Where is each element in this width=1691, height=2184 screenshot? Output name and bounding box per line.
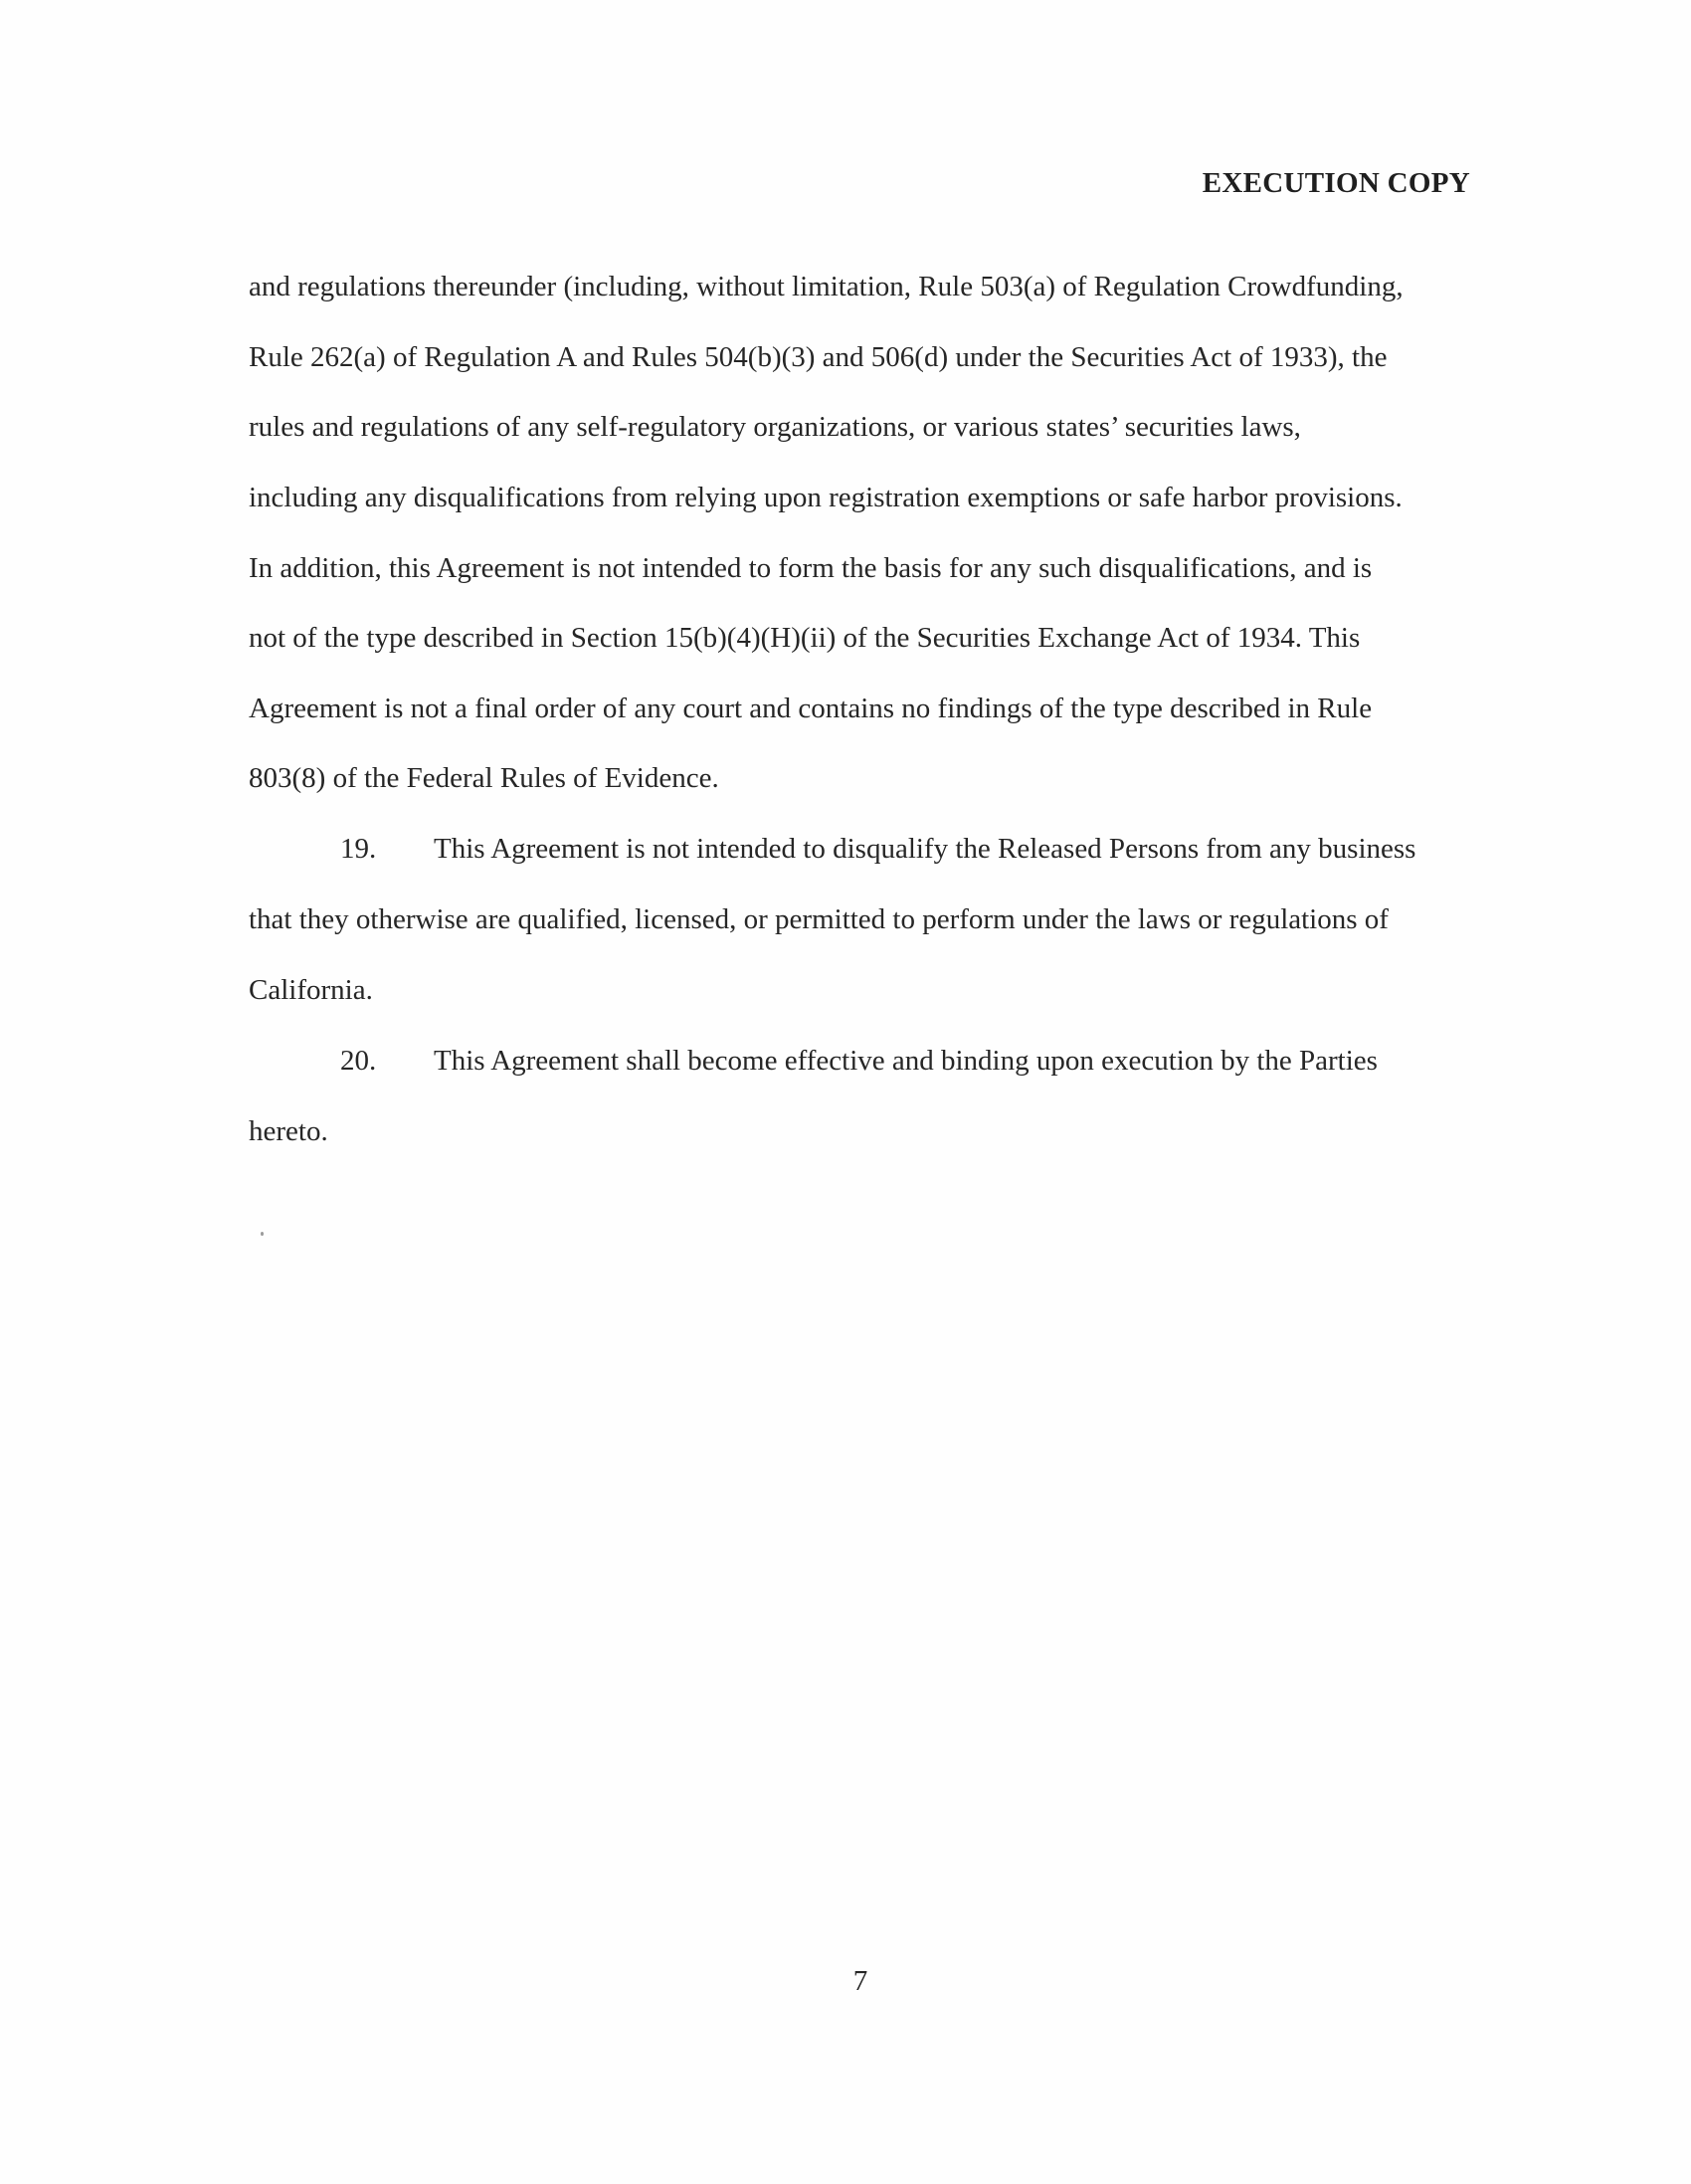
body-line: including any disqualifications from relying upon registration exemptions or safe harbor provisions. — [249, 482, 1403, 513]
body-line: In addition, this Agreement is not intended to form the basis for any such disqualifications, and is — [249, 552, 1373, 584]
paragraph-20-first-line: This Agreement shall become effective and binding upon execution by the Parties — [434, 1045, 1378, 1077]
paragraph-19-first-line: This Agreement is not intended to disqualify the Released Persons from any business — [434, 833, 1416, 865]
body-line: not of the type described in Section 15(b)(4)(H)(ii) of the Securities Exchange Act of 1934. This — [249, 622, 1361, 654]
paragraph-19-number: 19. — [340, 833, 377, 865]
paragraph-19-line: California. — [249, 974, 373, 1006]
body-line: Agreement is not a final order of any court and contains no findings of the type described in Rule — [249, 693, 1373, 724]
body-line: 803(8) of the Federal Rules of Evidence. — [249, 762, 719, 794]
paragraph-20-number: 20. — [340, 1045, 377, 1077]
body-line: and regulations thereunder (including, without limitation, Rule 503(a) of Regulation Crowdfunding, — [249, 271, 1404, 302]
execution-copy-header: EXECUTION COPY — [1202, 167, 1470, 199]
body-line: rules and regulations of any self-regulatory organizations, or various states’ securities laws, — [249, 411, 1301, 443]
page-number: 7 — [852, 1965, 868, 1997]
scan-speck — [261, 1232, 264, 1236]
body-line: Rule 262(a) of Regulation A and Rules 504(b)(3) and 506(d) under the Securities Act of 1933), the — [249, 341, 1388, 373]
paragraph-19-line: that they otherwise are qualified, licensed, or permitted to perform under the laws or regulations of — [249, 903, 1389, 935]
paragraph-20-line: hereto. — [249, 1115, 328, 1147]
